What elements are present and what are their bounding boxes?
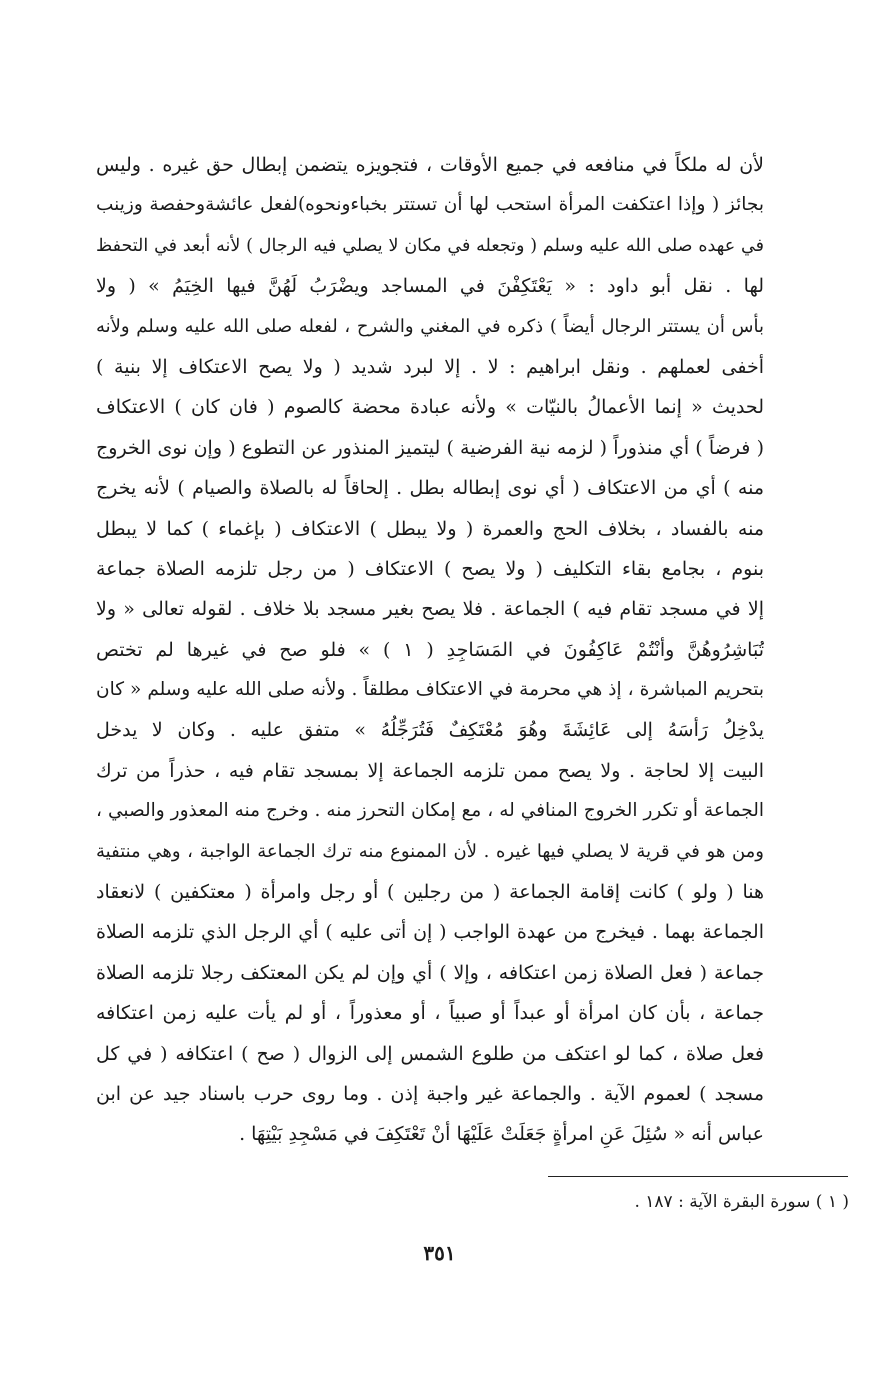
text-line: يدْخِلُ رَأسَهُ إلى عَائِشَةَ وهُوَ مُعْتَكِفٌ فَتُرَجِّلُهُ » متفق عليه . وكان لا يدخل (96, 719, 764, 742)
page-number: ٣٥١ (423, 1241, 456, 1265)
text-line: تُبَاشِرُوهُنَّ وأنْتُمْ عَاكِفُونَ في المَسَاجِدِ ( ١ ) » فلو صح في غيرها لم تختص (96, 638, 764, 661)
text-line: ومن هو في قرية لا يصلي فيها غيره . لأن الممنوع منه ترك الجماعة الواجبة ، وهي منتفية (96, 840, 764, 862)
text-line: عباس أنه « سُئِلَ عَنِ امرأةٍ جَعَلَتْ عَلَيْهَا أنْ تَعْتَكِفَ في مَسْجِدِ بَيْتِهَا . (239, 1123, 764, 1146)
text-line: لحديث « إنما الأعمالُ بالنيّات » ولأنه عبادة محضة كالصوم ( فان كان ) الاعتكاف (96, 396, 764, 419)
text-line: بأس أن يستتر الرجال أيضاً ) ذكره في المغني والشرح ، لفعله صلى الله عليه وسلم ولأنه (96, 315, 764, 337)
text-line: البيت إلا لحاجة . ولا يصح ممن تلزمه الجماعة إلا بمسجد تقام فيه ، حذراً من ترك (96, 759, 764, 782)
text-line: الجماعة أو تكرر الخروج المنافي له ، مع إمكان التحرز منه . وخرج منه المعذور والصبي ، (96, 800, 764, 822)
text-line: بنوم ، بجامع بقاء التكليف ( ولا يصح ) الاعتكاف ( من رجل تلزمه الصلاة جماعة (96, 557, 764, 580)
text-line: فعل صلاة ، كما لو اعتكف من طلوع الشمس إلى الزوال ( صح ) اعتكافه ( في كل (96, 1042, 764, 1065)
text-line: أخفى لعملهم . ونقل ابراهيم : لا . إلا لبرد شديد ( ولا يصح الاعتكاف إلا بنية ) (96, 355, 764, 378)
text-line: جماعة ( فعل الصلاة زمن اعتكافه ، وإلا ) أي وإن لم يكن المعتكف رجلا تلزمه الصلاة (96, 961, 764, 984)
footnote: ( ١ ) سورة البقرة الآية : ١٨٧ . (634, 1192, 849, 1212)
text-line: بتحريم المباشرة ، إذ هي محرمة في الاعتكاف مطلقاً . ولأنه صلى الله عليه وسلم « كان (96, 679, 764, 701)
text-line: الجماعة بهما . فيخرج من عهدة الواجب ( إن أتى عليه ) أي الرجل الذي تلزمه الصلاة (96, 921, 764, 944)
text-line: لها . نقل أبو داود : « يَعْتَكِفْنَ في المساجد ويضْرَبُ لَهُنَّ فيها الخِيَمُ » ( ولا (96, 275, 764, 298)
main-text-block (96, 145, 764, 1155)
text-line: مسجد ) لعموم الآية . والجماعة غير واجبة إذن . وما روى حرب باسناد جيد عن ابن (96, 1082, 764, 1105)
text-line: بجائز ( وإذا اعتكفت المرأة استحب لها أن تستتر بخباءونحوه)لفعل عائشةوحفصة وزينب (96, 194, 764, 216)
text-line: جماعة ، بأن كان امرأة أو عبداً أو صبياً ، أو معذوراً ، أو لم يأت عليه زمن اعتكافه (96, 1002, 764, 1025)
text-line: إلا في مسجد تقام فيه ) الجماعة . فلا يصح بغير مسجد بلا خلاف . لقوله تعالى « ولا (96, 598, 764, 621)
text-line: لأن له ملكاً في منافعه في جميع الأوقات ، فتجويزه يتضمن إبطال حق غيره . وليس (96, 154, 764, 176)
text-line: منه بالفساد ، بخلاف الحج والعمرة ( ولا يبطل ) الاعتكاف ( بإغماء ) كما لا يبطل (96, 517, 764, 540)
text-line: ( فرضاً ) أي منذوراً ( لزمه نية الفرضية ) ليتميز المنذور عن التطوع ( وإن نوى الخروج (96, 436, 764, 459)
text-line: هنا ( ولو ) كانت إقامة الجماعة ( من رجلين ) أو رجل وامرأة ( معتكفين ) لانعقاد (96, 881, 764, 904)
text-line: منه ) أي من الاعتكاف ( أي نوى إبطاله بطل . إلحاقاً له بالصلاة والصيام ) لأنه يخرج (96, 477, 764, 500)
text-line: في عهده صلى الله عليه وسلم ( وتجعله في مكان لا يصلي فيه الرجال ) لأنه أبعد في التحفظ (96, 235, 764, 256)
footnote-divider (548, 1176, 848, 1177)
